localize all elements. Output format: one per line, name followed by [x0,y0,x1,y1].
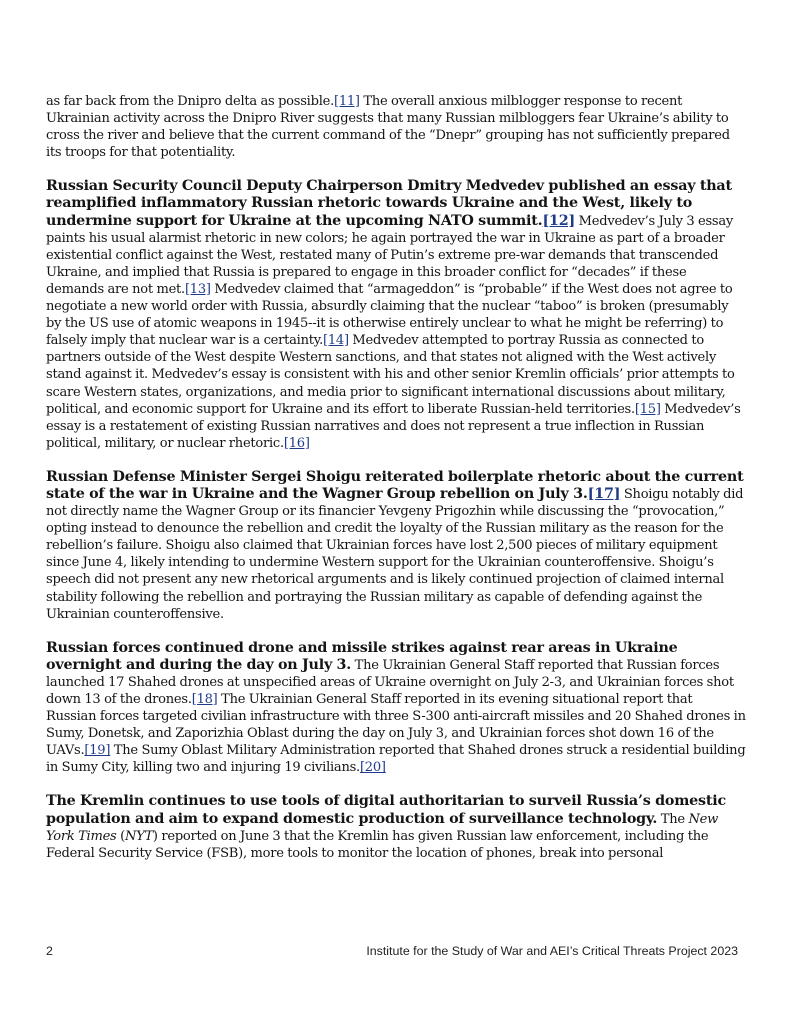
page-footer [46,944,738,962]
paragraph-text: as far back from the Dnipro delta as possible. [46,94,334,109]
footnote-link[interactable]: [20] [359,760,386,776]
footnote-link[interactable]: [19] [84,743,111,759]
footer-organization: Institute for the Study of War and AEI’s Critical Threats Project 2023 [366,944,738,958]
page-number: 2 [46,944,53,958]
paragraph-text: Medvedev’s essay is a restatement of existing Russian narratives and does not represent a true inflection in Russian political, military, or nuclear rhetoric. [46,401,741,451]
paragraph [46,93,746,161]
paragraph-text: The Sumy Oblast Military Administration reported that Shahed drones struck a residential building in Sumy City, killing two and injuring 19 civilians. [46,743,746,776]
paragraph-lead: Russian Defense Minister Sergei Shoigu reiterated boilerplate rhetoric about the current state of the war in Ukraine and the Wagner Group rebellion on July 3. [46,468,744,502]
footnote-link[interactable]: [15] [634,401,661,417]
paragraph [46,469,746,623]
paragraph-text: Shoigu notably did not directly name the Wagner Group or its financier Yevgeny Prigozhin while discussing the “provocation,” opting instead to denounce the rebellion and credit the loyalty of the Russian military as the reason for the rebellion’s failure. Shoigu also claimed that Ukrainian forces have lost 2,500 pieces of military equipment since June 4, likely intending to undermine Western support for the Ukrainian counteroffensive. Shoigu’s speech did not present any new rhetorical arguments and is likely continued projection of claimed internal stability following the rebellion and portraying the Russian military as capable of defending against the Ukrainian counteroffensive. [46,486,744,622]
footnote-link[interactable]: [14] [323,333,349,349]
footnote-link[interactable]: [12] [542,212,576,229]
paragraph-text: Medvedev attempted to portray Russia as connected to partners outside of the West despite Western sanctions, and that states not aligned with the West actively stand against it. Medvedev’s essay is consistent with his and other senior Kremlin officials’ prior attempts to scare Western states, organizations, and media prior to significant international discussions about military, political, and economic support for Ukraine and its effort to liberate Russian-held territories. [46,333,735,417]
paragraph-text: ) reported on June 3 that the Kremlin has given Russian law enforcement, including the Federal Security Service (FSB), more tools to monitor the location of phones, break into personal [46,828,709,861]
paragraph-text: Medvedev’s July 3 essay paints his usual alarmist rhetoric in new colors; he again portrayed the war in Ukraine as part of a broader existential conflict against the West, restated many of Putin’s extreme pre-war demands that transcended Ukraine, and implied that Russia is prepared to engage in this broader conflict for “decades” if these demands are not met. [46,213,733,297]
paragraph-lead: Russian forces continued drone and missile strikes against rear areas in Ukraine overnight and during the day on July 3. [46,639,678,673]
paragraph [46,640,746,777]
paragraph-text: ( [116,828,125,844]
paragraph-text: The Ukrainian General Staff reported that Russian forces launched 17 Shahed drones at unspecified areas of Ukraine overnight on July 2-3, and Ukrainian forces shot down 13 of the drones. [46,657,734,707]
footnote-link[interactable]: [11] [333,94,360,109]
footnote-link[interactable]: [17] [587,485,621,502]
paragraph [46,793,746,861]
footnote-link[interactable]: [18] [191,692,218,707]
document-body [46,93,746,879]
paragraph-text: New York Times [46,811,719,844]
paragraph-text: NYT [124,828,153,844]
paragraph [46,178,746,452]
paragraph-lead: Russian Security Council Deputy Chairperson Dmitry Medvedev published an essay that reamplified inflammatory Russian rhetoric towards Ukraine and the West, likely to undermine support for Ukraine at the upcoming NATO summit. [46,178,732,229]
footnote-link[interactable]: [13] [184,281,211,297]
paragraph-text: The Ukrainian General Staff reported in its evening situational report that Russian forces targeted civilian infrastructure with three S-300 anti-aircraft missiles and 20 Shahed drones in Sumy, Donetsk, and Zaporizhia Oblast during the day on July 3, and Ukrainian forces shot down 16 of the UAVs. [46,692,746,759]
paragraph-lead: The Kremlin continues to use tools of digital authoritarian to surveil Russia’s domestic population and aim to expand domestic production of surveillance technology. [46,793,727,827]
paragraph-text: The [657,811,689,827]
paragraph-text: Medvedev claimed that “armageddon” is “probable” if the West does not agree to negotiate a new world order with Russia, absurdly claiming that the nuclear “taboo” is broken (presumably by the US use of atomic weapons in 1945--it is otherwise entirely unclear to what he might be referring) to falsely imply that nuclear war is a certainty. [46,281,733,349]
footnote-link[interactable]: [16] [283,435,310,451]
paragraph-text: The overall anxious milblogger response to recent Ukrainian activity across the Dnipro River suggests that many Russian milbloggers fear Ukraine’s ability to cross the river and believe that the current command of the “Dnepr” grouping has not sufficiently prepared its troops for that potentiality. [46,94,730,161]
